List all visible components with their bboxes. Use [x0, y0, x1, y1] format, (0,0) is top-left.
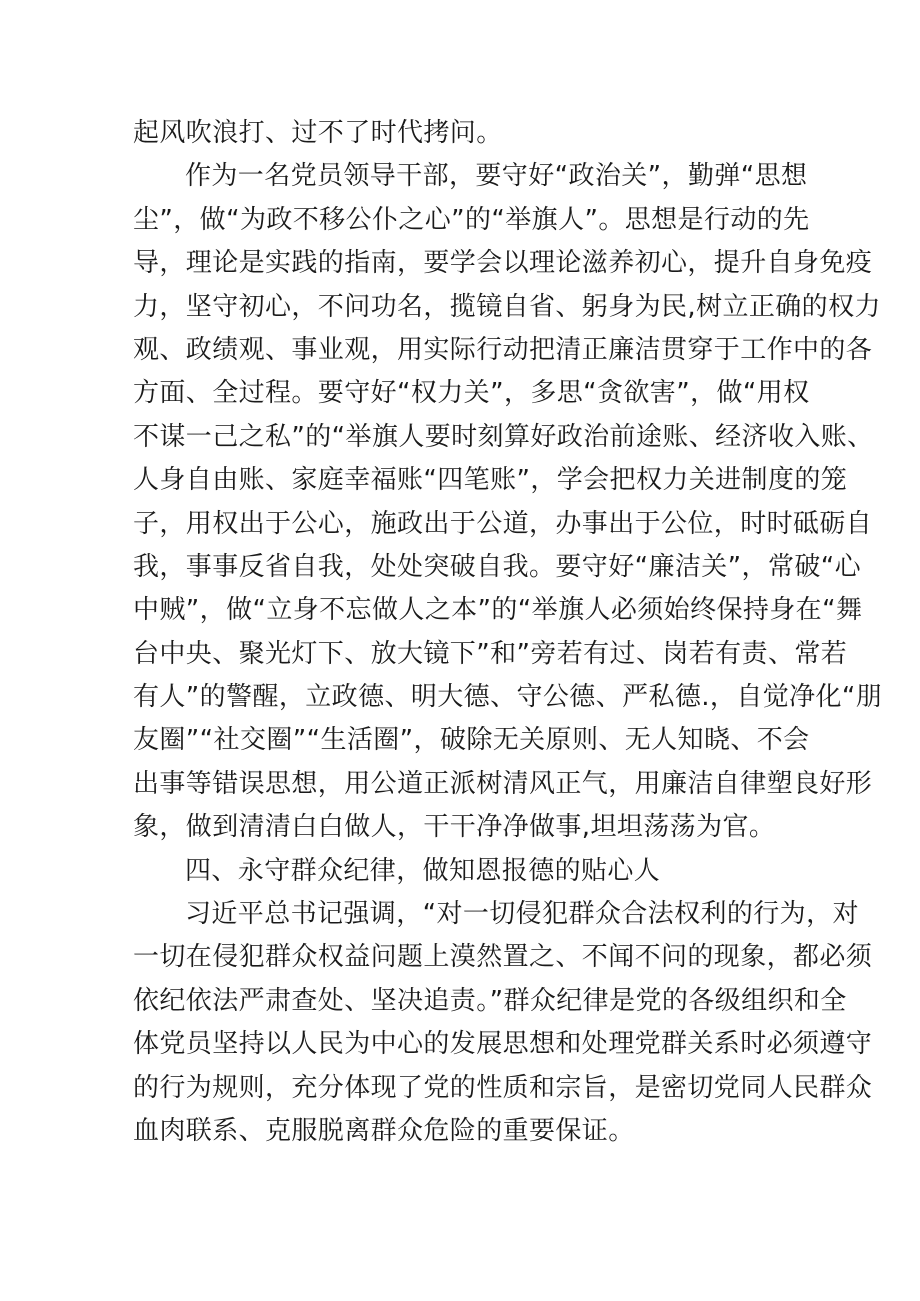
paragraph-2-line-9: 子，用权出于公心，施政出于公道，办事出于公位，时时砥砺自 [133, 508, 873, 539]
paragraph-3-line-3: 依纪依法严肃查处、坚决追责。”群众纪律是党的各级组织和全 [133, 985, 847, 1016]
paragraph-3-line-1: 习近平总书记强调，“对一切侵犯群众合法权利的行为，对 [185, 899, 859, 930]
paragraph-2-line-14: 友圈”“社交圈”“生活圈”，破除无关原则、无人知晓、不会 [133, 725, 810, 756]
paragraph-1-line-1: 起风吹浪打、过不了时代拷问。 [133, 118, 503, 148]
paragraph-2-line-10: 我，事事反省自我，处处突破自我。要守好“廉洁关”，常破“心 [133, 551, 862, 582]
paragraph-2-line-7: 不谋一己之私”的“举旗人要时刻算好政治前途账、经济收入账、 [133, 421, 874, 452]
body-text [133, 112, 883, 1153]
section-heading-4: 四、永守群众纪律，做知恩报德的贴心人 [185, 855, 661, 886]
paragraph-2-line-1: 作为一名党员领导干部，要守好“政治关”，勤弹“思想 [185, 161, 808, 192]
paragraph-3-line-2: 一切在侵犯群众权益问题上漠然置之、不闻不问的现象，都必须 [133, 942, 873, 973]
paragraph-3-line-5: 的行为规则，充分体现了党的性质和宗旨，是密切党同人民群众 [133, 1072, 873, 1103]
paragraph-2-line-5: 观、政绩观、事业观，用实际行动把清正廉洁贯穿于工作中的各 [133, 334, 873, 365]
paragraph-2-line-16: 象，做到清清白白做人，干干净净做事,坦坦荡荡为官。 [133, 812, 776, 843]
paragraph-2-line-13: 有人”的警醒，立政德、明大德、守公德、严私德.，自觉净化“朋 [133, 682, 883, 713]
paragraph-2-line-6: 方面、全过程。要守好“权力关”，多思“贪欲害”，做“用权 [133, 378, 810, 409]
paragraph-2-line-11: 中贼”，做“立身不忘做人之本”的“举旗人必须始终保持身在“舞 [133, 595, 863, 626]
paragraph-3-line-4: 体党员坚持以人民为中心的发展思想和处理党群关系时必须遵守 [133, 1029, 873, 1060]
paragraph-2-line-12: 台中央、聚光灯下、放大镜下”和”旁若有过、岗若有责、常若 [133, 638, 848, 669]
paragraph-2-line-4: 力，坚守初心，不问功名，揽镜自省、躬身为民,树立正确的权力 [133, 291, 881, 322]
paragraph-2-line-8: 人身自由账、家庭幸福账“四笔账”，学会把权力关进制度的笼 [133, 465, 848, 496]
paragraph-2-line-2: 尘”，做“为政不移公仆之心”的“举旗人”。思想是行动的先 [133, 204, 810, 235]
paragraph-3-line-6: 血肉联系、克服脱离群众危险的重要保证。 [133, 1115, 635, 1146]
paragraph-2-line-3: 导，理论是实践的指南，要学会以理论滋养初心，提升自身免疫 [133, 248, 873, 279]
paragraph-2-line-15: 出事等错误思想，用公道正派树清风正气，用廉洁自律塑良好形 [133, 768, 873, 799]
